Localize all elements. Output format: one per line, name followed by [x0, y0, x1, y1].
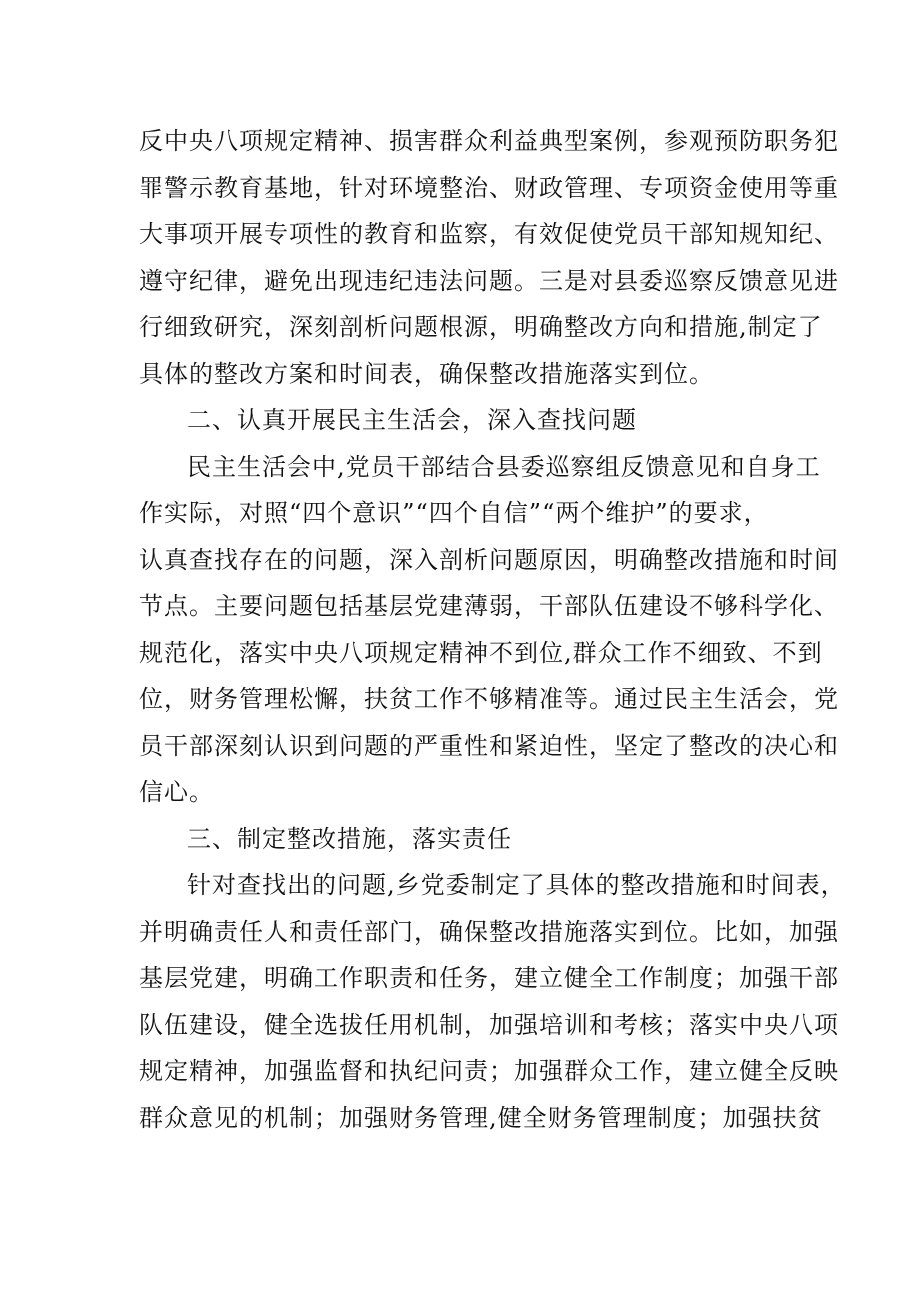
paragraph-line: 规定精神，加强监督和执纪问责；加强群众工作，建立健全反映 — [139, 1057, 839, 1085]
paragraph-line: 反中央八项规定精神、损害群众利益典型案例，参观预防职务犯 — [139, 127, 839, 155]
paragraph-line: 规范化，落实中央八项规定精神不到位,群众工作不细致、不到 — [139, 638, 823, 667]
document-body — [139, 118, 846, 1141]
paragraph-line: 基层党建，明确工作职责和任务，建立健全工作制度；加强干部 — [139, 964, 839, 992]
paragraph-line: 罪警示教育基地，针对环境整治、财政管理、专项资金使用等重 — [139, 173, 839, 202]
paragraph-line: 行细致研究，深刻剖析问题根源，明确整改方向和措施,制定了 — [139, 313, 823, 341]
paragraph-line: 认真查找存在的问题，深入剖析问题原因，明确整改措施和时间 — [139, 545, 839, 574]
paragraph-line: 民主生活会中,党员干部结合县委巡察组反馈意见和自身工 — [187, 452, 821, 481]
paragraph-line: 位，财务管理松懈，扶贫工作不够精准等。通过民主生活会，党 — [139, 685, 839, 713]
paragraph-line: 遵守纪律，避免出现违纪违法问题。三是对县委巡察反馈意见进 — [139, 266, 839, 295]
section-heading: 二、认真开展民主生活会，深入查找问题 — [187, 406, 637, 434]
paragraph-line: 具体的整改方案和时间表，确保整改措施落实到位。 — [139, 359, 714, 388]
paragraph-line: 节点。主要问题包括基层党建薄弱，干部队伍建设不够科学化、 — [139, 592, 839, 620]
paragraph-line: 作实际，对照“四个意识”“四个自信”“两个维护”的要求， — [139, 499, 769, 527]
paragraph-line: 群众意见的机制；加强财务管理,健全财务管理制度；加强扶贫 — [139, 1103, 823, 1132]
paragraph-line: 针对查找出的问题,乡党委制定了具体的整改措施和时间表， — [187, 871, 846, 899]
paragraph-line: 员干部深刻认识到问题的严重性和紧迫性，坚定了整改的决心和 — [139, 731, 839, 760]
section-heading: 三、制定整改措施，落实责任 — [187, 824, 512, 853]
paragraph-line: 队伍建设，健全选拔任用机制，加强培训和考核；落实中央八项 — [139, 1010, 839, 1039]
paragraph-line: 大事项开展专项性的教育和监察，有效促使党员干部知规知纪、 — [139, 220, 839, 248]
paragraph-line: 信心。 — [139, 778, 214, 806]
paragraph-line: 并明确责任人和责任部门，确保整改措施落实到位。比如，加强 — [139, 917, 839, 946]
